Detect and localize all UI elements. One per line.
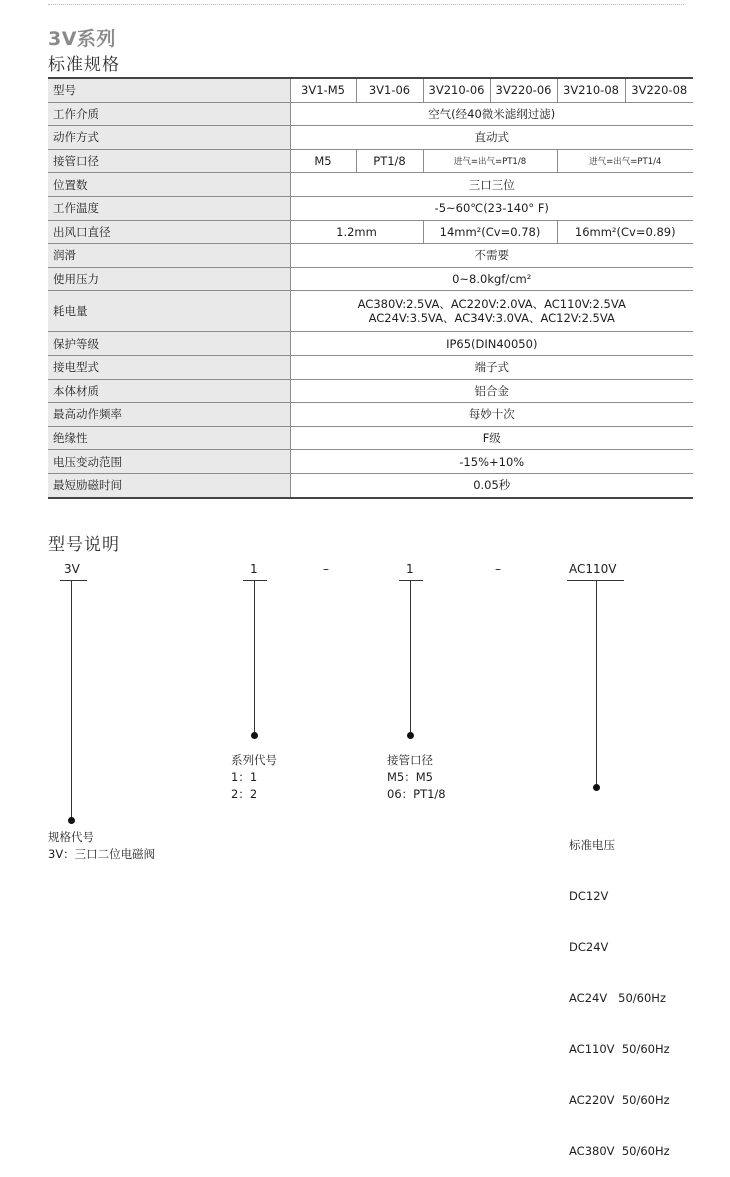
lube-value: 不需要 bbox=[290, 244, 693, 268]
note-line: DC12V bbox=[569, 889, 609, 903]
note-line: DC24V bbox=[569, 940, 609, 954]
row-label-model: 型号 bbox=[48, 78, 290, 102]
model-cell: 3V220-08 bbox=[625, 78, 693, 102]
connector-line bbox=[596, 580, 597, 788]
row-label-power: 耗电量 bbox=[48, 291, 290, 332]
connector-dot bbox=[251, 732, 258, 739]
model-cell: 3V1-M5 bbox=[290, 78, 356, 102]
code-separator: – bbox=[323, 562, 329, 576]
connector-dot bbox=[407, 732, 414, 739]
material-value: 铝合金 bbox=[290, 379, 693, 403]
table-row bbox=[48, 403, 693, 427]
spec-table bbox=[48, 77, 693, 499]
model-section-title: 型号说明 bbox=[48, 535, 120, 555]
row-label-wiring: 接电型式 bbox=[48, 355, 290, 379]
table-row bbox=[48, 355, 693, 379]
port-size-note bbox=[387, 752, 446, 803]
protection-value: IP65(DIN40050) bbox=[290, 332, 693, 356]
connector-line bbox=[254, 580, 255, 736]
connector-dot bbox=[593, 784, 600, 791]
orifice-value: 1.2mm bbox=[290, 220, 423, 244]
code-part-port: 1 bbox=[406, 562, 414, 576]
row-label-port: 接管口径 bbox=[48, 149, 290, 173]
spec-section-title: 标准规格 bbox=[48, 55, 120, 75]
port-value: 进气=出气=PT1/8 bbox=[423, 149, 557, 173]
code-part-spec: 3V bbox=[64, 562, 80, 576]
row-label-orifice: 出风口直径 bbox=[48, 220, 290, 244]
table-row bbox=[48, 102, 693, 126]
temp-value: -5~60℃(23-140° F) bbox=[290, 196, 693, 220]
table-row bbox=[48, 196, 693, 220]
code-part-series: 1 bbox=[250, 562, 258, 576]
table-row bbox=[48, 78, 693, 102]
model-cell: 3V210-08 bbox=[557, 78, 625, 102]
note-line: 1：1 bbox=[231, 770, 258, 784]
row-label-positions: 位置数 bbox=[48, 173, 290, 197]
code-separator: – bbox=[495, 562, 501, 576]
power-line-2: AC24V:3.5VA、AC34V:3.0VA、AC12V:2.5VA bbox=[368, 311, 615, 326]
row-label-temp: 工作温度 bbox=[48, 196, 290, 220]
note-line: AC220V 50/60Hz bbox=[569, 1093, 670, 1107]
series-title: 3V系列 bbox=[48, 28, 116, 50]
code-underline bbox=[399, 580, 423, 581]
connector-line bbox=[71, 580, 72, 821]
medium-value: 空气(经40微米滤纲过滤) bbox=[290, 102, 693, 126]
row-label-frequency: 最高动作频率 bbox=[48, 403, 290, 427]
row-label-protection: 保护等级 bbox=[48, 332, 290, 356]
model-cell: 3V1-06 bbox=[356, 78, 423, 102]
table-row bbox=[48, 473, 693, 497]
note-title: 系列代号 bbox=[231, 753, 277, 767]
orifice-value: 14mm²(Cv=0.78) bbox=[423, 220, 557, 244]
row-label-material: 本体材质 bbox=[48, 379, 290, 403]
row-label-insulation: 绝缘性 bbox=[48, 426, 290, 450]
port-value: M5 bbox=[290, 149, 356, 173]
spec-code-note bbox=[48, 829, 155, 863]
table-row bbox=[48, 267, 693, 291]
connector-line bbox=[410, 580, 411, 736]
voltage-note bbox=[569, 803, 670, 1177]
table-row bbox=[48, 244, 693, 268]
frequency-value: 每妙十次 bbox=[290, 403, 693, 427]
port-value: PT1/8 bbox=[356, 149, 423, 173]
code-part-voltage: AC110V bbox=[569, 562, 617, 576]
insulation-value: F级 bbox=[290, 426, 693, 450]
table-row bbox=[48, 126, 693, 150]
code-underline bbox=[243, 580, 267, 581]
row-label-medium: 工作介质 bbox=[48, 102, 290, 126]
note-line: 3V：三口二位电磁阀 bbox=[48, 847, 156, 861]
note-line: M5：M5 bbox=[387, 770, 433, 784]
connector-dot bbox=[68, 817, 75, 824]
top-dotted-rule bbox=[48, 4, 684, 5]
row-label-excitation: 最短励磁时间 bbox=[48, 473, 290, 497]
note-title: 标准电压 bbox=[569, 838, 615, 852]
table-row bbox=[48, 220, 693, 244]
table-row bbox=[48, 149, 693, 173]
orifice-value: 16mm²(Cv=0.89) bbox=[557, 220, 693, 244]
note-line: AC380V 50/60Hz bbox=[569, 1144, 670, 1158]
table-row bbox=[48, 332, 693, 356]
note-title: 规格代号 bbox=[48, 830, 94, 844]
note-title: 接管口径 bbox=[387, 753, 433, 767]
port-value: 进气=出气=PT1/4 bbox=[557, 149, 693, 173]
row-label-lube: 润滑 bbox=[48, 244, 290, 268]
power-value bbox=[290, 291, 693, 332]
excitation-value: 0.05秒 bbox=[290, 473, 693, 497]
power-line-1: AC380V:2.5VA、AC220V:2.0VA、AC110V:2.5VA bbox=[357, 297, 626, 312]
table-row bbox=[48, 291, 693, 332]
series-code-note bbox=[231, 752, 277, 803]
table-row bbox=[48, 379, 693, 403]
model-cell: 3V210-06 bbox=[423, 78, 490, 102]
wiring-value: 端子式 bbox=[290, 355, 693, 379]
note-line: AC24V 50/60Hz bbox=[569, 991, 666, 1005]
code-underline bbox=[60, 580, 87, 581]
positions-value: 三口三位 bbox=[290, 173, 693, 197]
voltage-range-value: -15%+10% bbox=[290, 450, 693, 474]
table-row bbox=[48, 450, 693, 474]
note-line: AC110V 50/60Hz bbox=[569, 1042, 670, 1056]
table-row bbox=[48, 426, 693, 450]
action-value: 直动式 bbox=[290, 126, 693, 150]
row-label-voltage-range: 电压变动范围 bbox=[48, 450, 290, 474]
pressure-value: 0~8.0kgf/cm² bbox=[290, 267, 693, 291]
note-line: 06：PT1/8 bbox=[387, 787, 446, 801]
row-label-pressure: 使用压力 bbox=[48, 267, 290, 291]
row-label-action: 动作方式 bbox=[48, 126, 290, 150]
note-line: 2：2 bbox=[231, 787, 258, 801]
table-row bbox=[48, 173, 693, 197]
model-cell: 3V220-06 bbox=[490, 78, 557, 102]
